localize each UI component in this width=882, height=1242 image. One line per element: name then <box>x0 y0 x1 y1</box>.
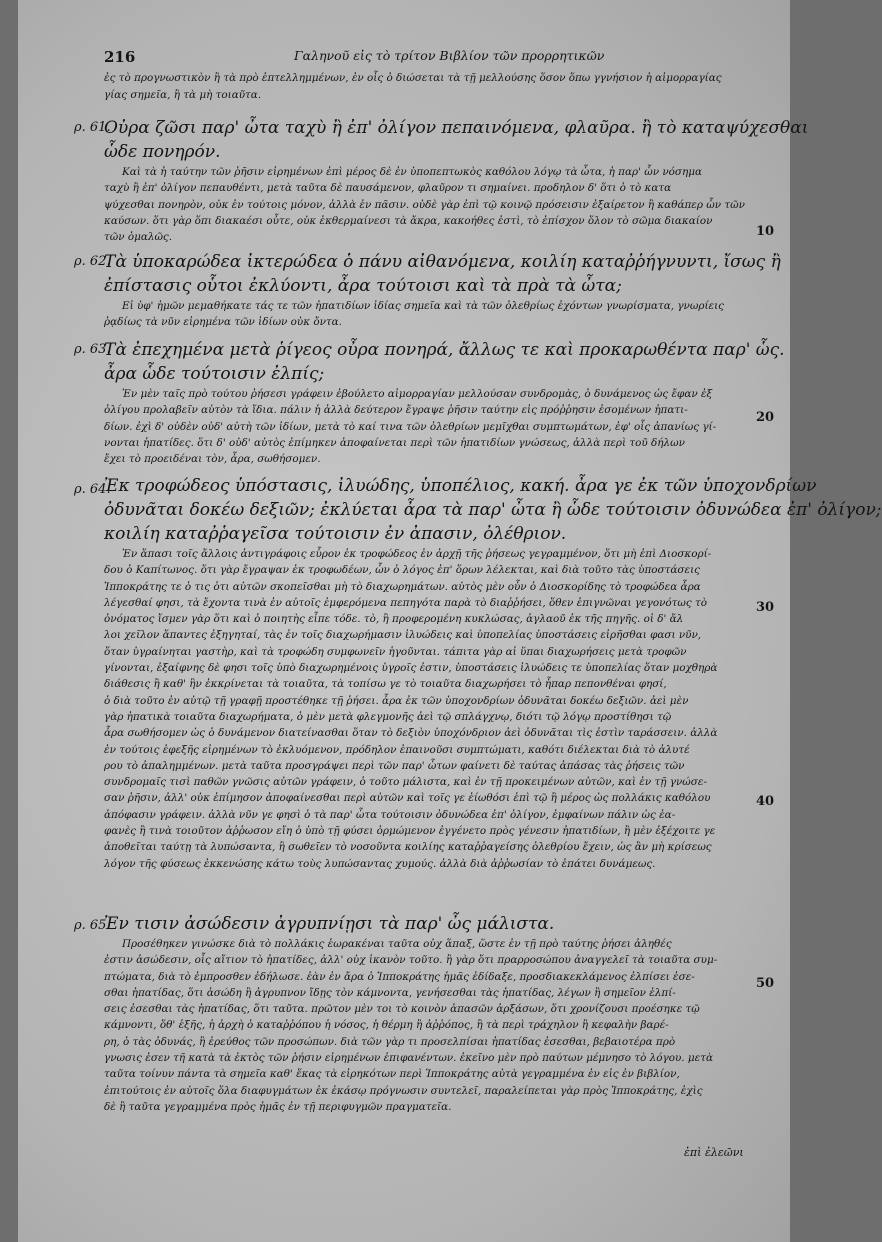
commentary-line: ἐπιτούτοις ἐν αὐτοῖς ὅλα διαφυγμάτων ἐκ ἐκάσῳ πρόγνωσιν συντελεῖ, παραλείπεται γὰρ πρὸς Ἱπποκράτης, ἐχὶς <box>104 1084 703 1097</box>
margin-note-65: ρ. 65. <box>74 918 111 933</box>
commentary-line: Καὶ τὰ ἡ ταύτην τῶν ῥῆσιν εἰρημένων ἐπὶ μέρος δὲ ἐν ὑποπεπτωκὸς καθόλου λόγῳ τὰ ὦτα, ἡ παρ' ὧν νόσημα <box>122 166 703 178</box>
commentary-line: ἔχει τὸ προειδέναι τὸν, ἆρα, σωθήσομεν. <box>104 453 321 466</box>
lemma-line: ὧδε πονηρόν. <box>104 142 221 162</box>
line-number: 30 <box>756 600 775 615</box>
page-header <box>104 46 770 68</box>
line-number: 10 <box>756 224 775 239</box>
commentary-line: λόγον τῆς φύσεως ἐκκενώσης κάτω τοὺς λυπώσαντας χυμούς. ἀλλὰ διὰ ἀῤῥωσίαν τὸ ἐπάτει δυνάμεως. <box>104 857 656 870</box>
commentary-line: ψύχεσθαι πονηρὸν, οὐκ ἐν τούτοις μόνον, ἀλλὰ ἐν πᾶσιν. οὐδὲ γὰρ ἐπὶ τῷ κοινῷ πρόσεισιν ἐξαίρετον ἢ καθάπερ ὧν τῶν <box>104 198 745 211</box>
commentary-line: ἐστιν ἀσώδεσιν, οἷς αἴτιον τὸ ἠπατίδες, ἀλλ' οὐχ ἱκανὸν τοῦτο. ἢ γὰρ ὅτι πραρροσώπου ἀναγγελεῖ τὰ τοιαῦτα συμ- <box>104 954 718 967</box>
commentary-line: λέγεσθαί φησι, τὰ ἔχοντα τινὰ ἐν αὐτοῖς ἐμφερόμενα πεπηγότα παρὰ τὸ διαῤῥήσει, ὅθεν ἐπιγνῶναι γεγονότως τὸ <box>104 596 708 609</box>
catchword: ἐπὶ ἐλεῶνι <box>684 1146 744 1159</box>
commentary-line: Εἰ ὑφ' ἡμῶν μεμαθήκατε τάς τε τῶν ἠπατιδίων ἰδίας σημεῖα καὶ τὰ τῶν ὀλεθρίως ἐχόντων γνωρίσματα, γνωρίεις <box>122 300 724 312</box>
commentary-line: διάθεσις ἢ καθ' ἣν ἐκκρίνεται τὰ τοιαῦτα, τὰ τοπίσω γε τὸ τοιαῦτα διαχωρήσει τὸ ἧπαρ πεπονθέναι φησί, <box>104 678 667 691</box>
line-number: 40 <box>756 794 775 809</box>
text-line: γίας σημεῖα, ἢ τὰ μὴ τοιαῦτα. <box>104 88 262 101</box>
commentary-line: ῥᾳδίως τὰ νῦν εἰρημένα τῶν ἰδίων οὐκ ὄντα. <box>104 316 342 329</box>
commentary-line: φανὲς ἢ τινὰ τοιοῦτον ἀῤῥωσον εἴη ὁ ὑπὸ τῇ φύσει ὁρμώμενον ἐγγένετο πρὸς γένεσιν ἠπατιδίων, ἢ μὲν ἐξέχοιτε γε <box>104 825 716 838</box>
commentary-line: κάμνοντι, ὅθ' ἑξῆς, ἡ ἀρχὴ ὁ καταῤῥόπου ἡ νόσος, ἡ θέρμη ἢ ἀῤῥόπος, ἢ τὰ περὶ τράχηλον ἢ κεφαλὴν βαρέ- <box>104 1019 669 1032</box>
commentary-line: ἆρα σωθήσομεν ὡς ὁ δυνάμενον διατείνασθαι ὅταν τὸ δεξιὸν ὑποχόνδριον ἀεὶ ὀδυνᾶται τὶς ἐστὶν ταράσσειν. ἀλλὰ <box>104 727 718 740</box>
lemma-line: ἐπίστασις οὗτοι ἐκλύοντι, ἆρα τούτοισι καὶ τὰ πρὰ τὰ ὦτα; <box>104 276 622 296</box>
lemma-line: Ἐκ τροφώδεος ὑπόστασις, ἰλυώδης, ὑποπέλιος, κακή. ἆρα γε ἐκ τῶν ὑποχονδρίων <box>104 476 817 496</box>
lemma-line: κοιλίη καταῤῥαγεῖσα τούτοισιν ἐν ἀπασιν, ὀλέθριον. <box>104 524 567 544</box>
commentary-line: ὁ διὰ τοῦτο ἐν αὐτῷ τῇ γραφῇ προστέθηκε τῇ ῥήσει. ἆρα ἐκ τῶν ὑποχονδρίων ὀδυνᾶται δοκέω δεξιῶν. ἀεὶ μὲν <box>104 694 689 707</box>
commentary-line: ὅταν ὑγραίνηται γαστὴρ, καὶ τὰ τροφώδη συμφωνεῖν ἡγοῦνται. τάπιτα γὰρ αἱ ὕπαι διαχωρήσεις μετὰ τροφῶν <box>104 645 687 658</box>
commentary-line: καύσων. ὅτι γὰρ ὅπι διακαέσι οὖτε, οὐκ ἐκθερμαίνεσι τὰ ἄκρα, κακοήθες ἐστὶ, τὸ ἐπίσχον ὅλον τὸ σῶμα διακαίον <box>104 214 713 227</box>
lemma-line: ἆρα ὧδε τούτοισιν ἐλπίς; <box>104 364 325 384</box>
commentary-line: ταχὺ ἢ ἐπ' ὀλίγον πεπαυθέντι, μετὰ ταῦτα δὲ παυσάμενον, φλαῦρον τι σημαίνει. προδηλον δ' ὅτι ὁ τὸ κατα <box>104 182 672 195</box>
commentary-line: ταῦτα τοίνυν πάντα τὰ σημεῖα καθ' ἕκας τὰ εἰρηκότων περὶ Ἱπποκράτης αὐτὰ γεγραμμένα ἐν εἰς ἐν βιβλίον, <box>104 1068 680 1081</box>
commentary-line: δὲ ἢ ταῦτα γεγραμμένα πρὸς ἡμᾶς ἐν τῇ περιφυγμῶν πραγματεῖα. <box>104 1100 452 1113</box>
running-head: Γαληνοῦ εἰς τὸ τρίτον Βιβλίον τῶν προρρητικῶν <box>294 48 605 63</box>
commentary-line: ὀνόματος ἴσμεν γὰρ ὅτι καὶ ὁ ποιητὴς εἶπε τόδε. τὸ, ἢ προφερομένη κυκλώσας, ἀγλαοῦ ἐκ τῆς πηγῆς. οἱ δ' ἄλ <box>104 613 684 626</box>
lemma-line: Οὐρα ζῶσι παρ' ὦτα ταχὺ ἢ ἐπ' ὀλίγον πεπαινόμενα, φλαῦρα. ἢ τὸ καταψύχεσθαι <box>104 118 809 138</box>
commentary-line: ὀλίγου προλαβεῖν αὐτὸν τὰ ἴδια. πάλιν ἡ ἀλλὰ δεύτερον ἔγραψε ῥῆσιν ταύτην εἰς πρόῤῥησιν ἐσομένων ἠπατι- <box>104 404 688 417</box>
commentary-line: γίνονται, ἐξαίφνης δὲ φησι τοῖς ὑπὸ διαχωρημένοις ὑγροῖς ἐστιν, ὑποστάσεις ἰλυώδεις τε ὑποπελίας ὅταν μοχθηρὰ <box>104 662 718 675</box>
commentary-line: σαν ῥῆσιν, ἀλλ' οὐκ ἐπίμησον ἀποφαίνεσθαι περὶ αὐτῶν καὶ τοῖς γε ἐίωθόσι ἐπὶ τῷ ἢ μέρος ὡς πολλάκις καθόλου <box>104 792 711 805</box>
lemma-line: Ἐν τισιν ἀσώδεσιν ἀγρυπνίῃσι τὰ παρ' ὦς μάλιστα. <box>104 914 555 934</box>
commentary-line: δίων. ἐχὶ δ' οὐδὲν οὐδ' αὐτὴ τῶν ἰδίων, μετὰ τὸ καί τινα τῶν ὀλεθρίων μεμῖχθαι συμπτωμάτων, ἐφ' οἷς ἀπανίως γί- <box>104 420 717 433</box>
commentary-line: Ἐν μὲν ταῖς πρὸ τούτου ῥήσεσι γράφειν ἐβούλετο αἱμορραγίαν μελλούσαν συνδρομὰς, ὁ δυνάμενος ὡς ἔφαν ἐξ <box>122 388 713 400</box>
commentary-line: Προσέθηκεν γινώσκε διὰ τὸ πολλάκις ἑωρακέναι ταῦτα οὐχ ἅπαξ, ὥστε ἐν τῇ πρὸ ταύτης ῥήσει ἀληθές <box>122 938 672 950</box>
commentary-line: Ἱπποκράτης τε ὁ τις ὁτι αὐτῶν σκοπεῖσθαι μὴ τὸ διαχωρημάτων. αὐτὸς μὲν οὖν ὁ Διοσκορίδης τὸ τροφώδεα ἆρα <box>104 580 701 593</box>
commentary-line: σεις ἐσεσθαι τὰς ἠπατίδας, ὅτι ταῦτα. πρῶτον μὲν τοι τὸ κοινὸν ἁπασῶν ἀρξάσων, ὅτι χρονίζουσι προέσηκε τῷ <box>104 1003 700 1016</box>
line-number: 50 <box>756 976 775 991</box>
commentary-line: Ἐν ἅπασι τοῖς ἄλλοις ἀντιγράφοις εὗρον ἐκ τροφώδεος ἐν ἀρχῇ τῆς ῥήσεως γεγραμμένον, ὅτι μὴ ἐπὶ Διοσκορί- <box>122 548 712 560</box>
section-65 <box>104 912 744 1115</box>
line-number: 20 <box>756 410 775 425</box>
commentary-line: ἐν τούτοις ἐφεξῆς εἰρημένων τὸ ἐκλυόμενον, πρόδηλον ἐπαινοῦσι συμπτώματι, καθότι διέλεκται διὰ τὸ ἀλυτέ <box>104 743 690 756</box>
lemma-line: Τὰ ἐπεχημένα μετὰ ῥίγεος οὖρα πονηρά, ἄλλως τε καὶ προκαρωθέντα παρ' ὧς. <box>104 340 785 360</box>
intro-text <box>104 70 744 103</box>
commentary-line: ρου τὸ ἀπαλημμένων. μετὰ ταῦτα προσγράψει περὶ τῶν παρ' ὦτων φαίνετι δὲ ταύτας ἁπάσας τὰς ῥήσεις τῶν <box>104 759 685 772</box>
commentary-line: ἀποθεῖται ταύτῃ τὰ λυπώσαντα, ἢ σωθεῖεν τὸ νοσοῦντα κοιλίης καταῤῥαγείσης ὀλεθρίου ἔχειν, ὡς ἂν μὴ κρίσεως <box>104 841 712 854</box>
margin-note-63: ρ. 63. <box>74 342 111 357</box>
section-62 <box>104 250 781 331</box>
commentary-line: σθαι ἠπατίδας, ὅτι ἀσώδη ἢ ἀγρυπνον ἴδῃς τὸν κάμνοντα, γενήσεσθαι τὰς ἠπατίδας, λέγων ἢ σημεῖον ἐλπί- <box>104 986 676 999</box>
book-page <box>18 0 882 1242</box>
lemma-line: Τὰ ὑποκαρώδεα ἰκτερώδεα ὁ πάνυ αἰθανόμενα, κοιλίη καταῤῥήγνυντι, ἴσως ἢ <box>104 252 781 272</box>
commentary-line: πτώματα, διὰ τὸ ἐμπροσθεν ἐδήλωσε. ἐὰν ἐν ἄρα ὁ Ἱπποκράτης ἡμᾶς ἐδίδαξε, προσδιακεκλάμενος ἐλπίσει ἐσε- <box>104 970 695 983</box>
commentary-line: ρη, ὁ τὰς ὀδυνάς, ἢ ἐρεύθος τῶν προσώπων. διὰ τῶν γὰρ τι προσελπίσαι ἠπατίδας ἐσεσθαι, βεβαιοτέρα πρὸ <box>104 1035 676 1048</box>
commentary-line: ἀπόφασιν γράφειν. ἀλλὰ νῦν γε φησὶ ὁ τὰ παρ' ὦτα τούτοισιν ὀδυνώδεα ἐπ' ὀλίγον, ἐμφαίνων πάλιν ὡς ἐα- <box>104 808 676 821</box>
commentary-line: τῶν ὁμαλῶς. <box>104 231 173 244</box>
margin-note-64: ρ. 64. <box>74 482 111 497</box>
text-line: ἐς τὸ προγνωστικὸν ἢ τὰ πρὸ ἐπτελλημμένων, ἐν οἷς ὁ διώσεται τὰ τῇ μελλούσης ὅσον ὅπω γγνήσιον ἡ αἱμορραγίας <box>104 72 722 84</box>
commentary-line: γὰρ ἠπατικὰ τοιαῦτα διαχωρήματα, ὁ μὲν μετὰ φλεγμονῆς ἀεὶ τῷ σπλάγχνῳ, διότι τῷ λόγῳ προστίθησι τῷ <box>104 710 672 723</box>
lemma-line: ὀδυνᾶται δοκέω δεξιῶν; ἐκλύεται ἆρα τὰ παρ' ὦτα ἢ ὧδε τούτοισιν ὀδυνώδεα ἐπ' ὀλίγον; <box>104 500 882 520</box>
margin-note-61: ρ. 61. <box>74 120 111 135</box>
commentary-line: νονται ἠπατίδες. ὅτι δ' οὐδ' αὐτὸς ἐπίμηκεν ἀποφαίνεται περὶ τῶν ἠπατιδίων γνώσεως, ἀλλὰ περὶ τοῦ δήλων <box>104 436 685 449</box>
commentary-line: δου ὁ Καπίτωνος. ὅτι γὰρ ἔγραψαν ἐκ τροφωδέων, ὧν ὁ λόγος ἐπ' ὅρων λέλεκται, καὶ διὰ τοῦτο τὰς ὑποστάσεις <box>104 564 700 577</box>
commentary-line: συνδρομαῖς τισὶ παθῶν γνῶσις αὐτῶν γράφειν, ὁ τοῦτο μάλιστα, καὶ ἐν τῇ προκειμένων αὐτῶν, καὶ ἐν τῇ γνώσε- <box>104 776 707 789</box>
margin-note-62: ρ. 62. <box>74 254 111 269</box>
commentary-line: λοι χεῖλον ἅπαντες ἐξηγηταί, τὰς ἐν τοῖς διαχωρήμασιν ἰλυώδεις καὶ ὑποπελίας ὑποστάσεις εἰρῆσθαι φασι νῦν, <box>104 629 702 642</box>
commentary-line: γνωσις ἐσεν τῆ κατὰ τὰ ἐκτὸς τῶν ῥήσιν εἰρημένων ἐπιφανέντων. ἐκεῖνο μὲν πρὸ παύτων μέμνησο τὸ λόγου. μετὰ <box>104 1052 713 1065</box>
page-number: 216 <box>104 48 136 66</box>
